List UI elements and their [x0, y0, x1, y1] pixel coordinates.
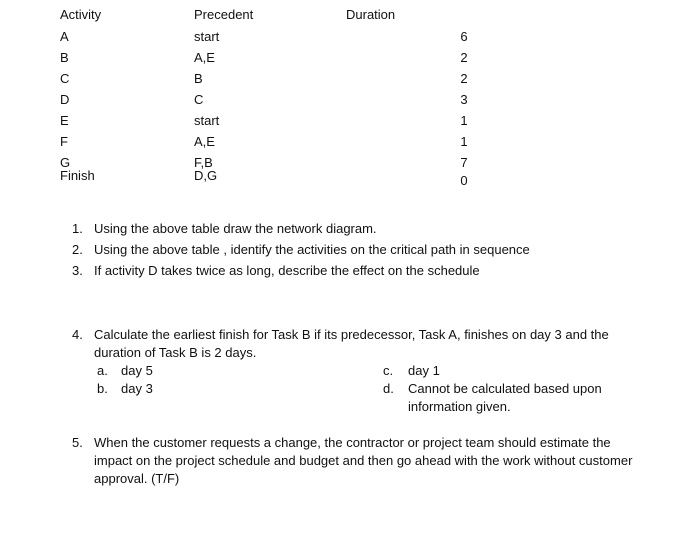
option-a	[97, 362, 153, 380]
header-precedent: Precedent	[194, 7, 254, 22]
option-label: c.	[383, 363, 394, 378]
question-number: 5.	[72, 435, 83, 450]
row-precedent: A,E	[194, 50, 215, 65]
row-activity: C	[60, 71, 70, 86]
question-text: If activity D takes twice as long, describe the effect on the schedule	[94, 263, 480, 278]
row-duration: 7	[460, 155, 468, 170]
question-number: 4.	[72, 327, 83, 342]
option-label: b.	[97, 381, 108, 396]
question-text: Using the above table draw the network diagram.	[94, 221, 377, 236]
header-duration: Duration	[346, 7, 396, 22]
row-precedent: start	[194, 29, 220, 44]
option-b	[97, 380, 153, 398]
question-2	[72, 241, 530, 259]
row-precedent: B	[194, 71, 203, 86]
option-text: day 3	[121, 381, 153, 396]
row-precedent: D,G	[194, 168, 218, 183]
question-3	[72, 262, 480, 280]
row-duration: 1	[460, 134, 468, 149]
question-number: 2.	[72, 242, 83, 257]
question-text-line1: When the customer requests a change, the contractor or project team should estimate the	[94, 435, 611, 450]
row-duration: 0	[460, 173, 468, 188]
row-precedent: C	[194, 92, 204, 107]
question-4	[72, 326, 609, 344]
row-precedent: F,B	[194, 155, 213, 170]
row-duration: 6	[460, 29, 468, 44]
question-4-line2: duration of Task B is 2 days.	[94, 345, 257, 360]
question-number: 1.	[72, 221, 83, 236]
row-activity: B	[60, 50, 69, 65]
header-activity: Activity	[60, 7, 102, 22]
row-activity: F	[60, 134, 68, 149]
question-5	[72, 434, 611, 452]
row-activity: E	[60, 113, 69, 128]
row-duration: 2	[460, 50, 468, 65]
option-label: d.	[383, 381, 394, 396]
option-d-line2: information given.	[408, 399, 511, 414]
row-duration: 1	[460, 113, 468, 128]
question-text: Using the above table , identify the activities on the critical path in sequence	[94, 242, 530, 257]
option-label: a.	[97, 363, 108, 378]
option-text: day 5	[121, 363, 153, 378]
row-precedent: A,E	[194, 134, 215, 149]
option-d	[383, 380, 602, 398]
question-5-line3: approval. (T/F)	[94, 471, 180, 486]
row-duration: 2	[460, 71, 468, 86]
question-5-line2: impact on the project schedule and budget and then go ahead with the work without customer	[94, 453, 633, 468]
question-text-line1: Calculate the earliest finish for Task B if its predecessor, Task A, finishes on day 3 and the	[94, 327, 609, 342]
question-1	[72, 220, 377, 238]
row-activity: Finish	[60, 168, 95, 183]
row-activity: D	[60, 92, 70, 107]
question-number: 3.	[72, 263, 83, 278]
row-activity: G	[60, 155, 71, 170]
row-duration: 3	[460, 92, 468, 107]
option-c	[383, 362, 440, 380]
option-text-line1: Cannot be calculated based upon	[408, 381, 602, 396]
row-precedent: start	[194, 113, 220, 128]
option-text: day 1	[408, 363, 440, 378]
row-activity: A	[60, 29, 69, 44]
